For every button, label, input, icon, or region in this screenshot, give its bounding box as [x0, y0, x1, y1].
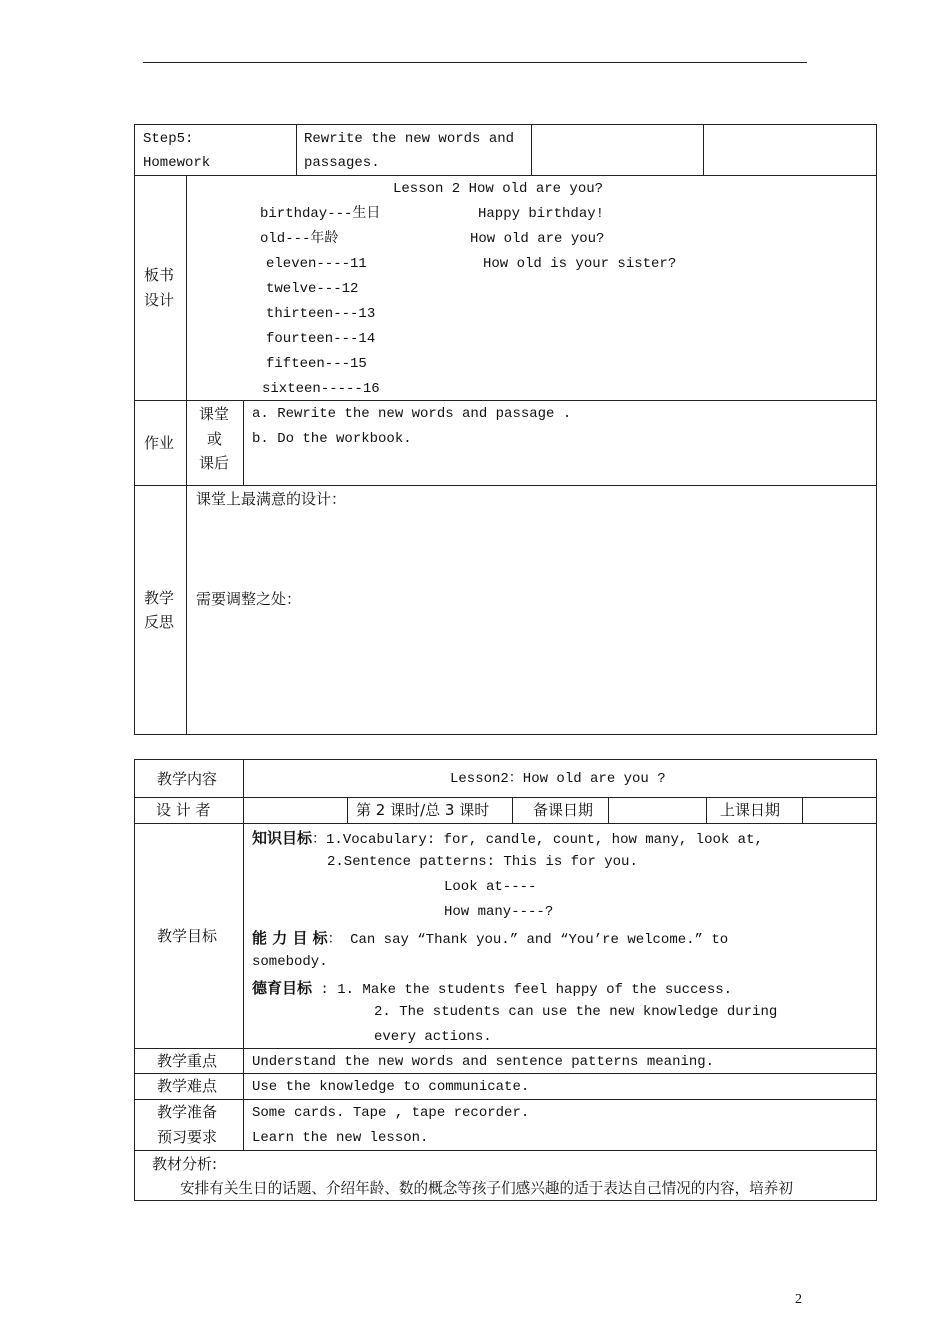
knowledge-label: 知识目标	[252, 829, 313, 847]
knowledge-sentence: 2.Sentence patterns: This is for you.	[327, 854, 638, 870]
moral-goal	[252, 975, 732, 1003]
row-divider	[134, 823, 877, 824]
col-divider	[706, 797, 707, 823]
vocab-item: eleven----11	[266, 256, 367, 272]
step5-task: Rewrite the new words and	[304, 131, 515, 147]
prep-label: 教学准备	[157, 1103, 218, 1121]
key-points-label: 教学重点	[157, 1052, 218, 1070]
moral-text: : 1. Make the students feel happy of the success.	[312, 982, 733, 998]
ability-goal	[252, 925, 728, 953]
vocab-item: twelve---12	[266, 281, 359, 297]
row-divider	[134, 1150, 877, 1151]
homework-sub-label: 课堂	[199, 405, 230, 423]
vocab-item: sixteen-----16	[262, 381, 380, 397]
board-title: Lesson 2 How old are you?	[393, 181, 604, 197]
board-label-2: 设计	[144, 291, 175, 309]
difficulty-value: Use the knowledge to communicate.	[252, 1079, 530, 1095]
vocab-item: fourteen---14	[266, 331, 376, 347]
phrase-item: Happy birthday!	[478, 206, 605, 222]
vocab-item: fifteen---15	[266, 356, 367, 372]
vocab-item: birthday---生日	[260, 206, 381, 222]
preview-value: Learn the new lesson.	[252, 1130, 429, 1146]
prep-value: Some cards. Tape , tape recorder.	[252, 1105, 530, 1121]
col-divider	[512, 797, 513, 823]
reflection-label: 教学	[144, 589, 175, 607]
ability-text-cont: somebody.	[252, 954, 328, 970]
step5-task-cont: passages.	[304, 155, 380, 171]
ability-label: 能 力 目 标	[252, 929, 328, 947]
designer-label: 设 计 者	[156, 801, 211, 819]
knowledge-pattern: Look at----	[444, 879, 537, 895]
homework-sub-label: 课后	[199, 454, 230, 472]
moral-text-cont: 2. The students can use the new knowledge during	[374, 1004, 778, 1020]
homework-item: a. Rewrite the new words and passage .	[252, 406, 572, 422]
phrase-item: How old are you?	[470, 231, 605, 247]
row-divider	[134, 1048, 877, 1049]
key-points-value: Understand the new words and sentence patterns meaning.	[252, 1054, 715, 1070]
knowledge-pattern: How many----?	[444, 904, 554, 920]
period-count: 第 2 课时/总 3 课时	[356, 801, 490, 819]
col-divider	[608, 797, 609, 823]
col-divider	[347, 797, 348, 823]
col-divider	[802, 797, 803, 823]
board-label: 板书	[144, 266, 175, 284]
header-rule	[143, 62, 807, 63]
row-divider	[134, 485, 877, 486]
content-value: Lesson2：How old are you ?	[450, 771, 666, 787]
analysis-text: 安排有关生日的话题、介绍年龄、数的概念等孩子们感兴趣的适于表达自己情况的内容，培养初	[180, 1180, 793, 1197]
prep-date-label: 备课日期	[533, 801, 594, 819]
preview-label: 预习要求	[157, 1128, 218, 1146]
col-divider	[243, 759, 244, 1150]
col-divider	[531, 124, 532, 175]
content-label: 教学内容	[157, 770, 218, 788]
knowledge-goal	[252, 825, 763, 853]
col-divider	[296, 124, 297, 175]
vocab-item: old---年龄	[260, 231, 339, 247]
row-divider	[134, 175, 877, 176]
col-divider	[703, 124, 704, 175]
phrase-item: How old is your sister?	[483, 256, 677, 272]
homework-item: b. Do the workbook.	[252, 431, 412, 447]
moral-label: 德育目标	[252, 979, 313, 997]
reflection-adjust: 需要调整之处：	[196, 590, 302, 608]
difficulty-label: 教学难点	[157, 1077, 218, 1095]
col-divider	[243, 400, 244, 485]
homework-sub-label: 或	[207, 430, 223, 448]
knowledge-text: ：1.Vocabulary: for, candle, count, how many, look at,	[312, 832, 763, 848]
reflection-best: 课堂上最满意的设计：	[196, 490, 347, 508]
ability-text: ： Can say “Thank you.” and “You’re welcome.” to	[327, 932, 729, 948]
goals-label: 教学目标	[157, 927, 218, 945]
analysis-label: 教材分析:	[152, 1155, 218, 1173]
moral-text-cont: every actions.	[374, 1029, 492, 1045]
row-divider	[134, 400, 877, 401]
col-divider	[186, 175, 187, 735]
homework-row-label: 作业	[144, 434, 175, 452]
page-number: 2	[795, 1292, 802, 1307]
class-date-label: 上课日期	[720, 801, 781, 819]
vocab-item: thirteen---13	[266, 306, 376, 322]
step5-label: Step5:	[143, 131, 194, 147]
homework-label: Homework	[143, 155, 211, 171]
reflection-label-2: 反思	[144, 613, 175, 631]
